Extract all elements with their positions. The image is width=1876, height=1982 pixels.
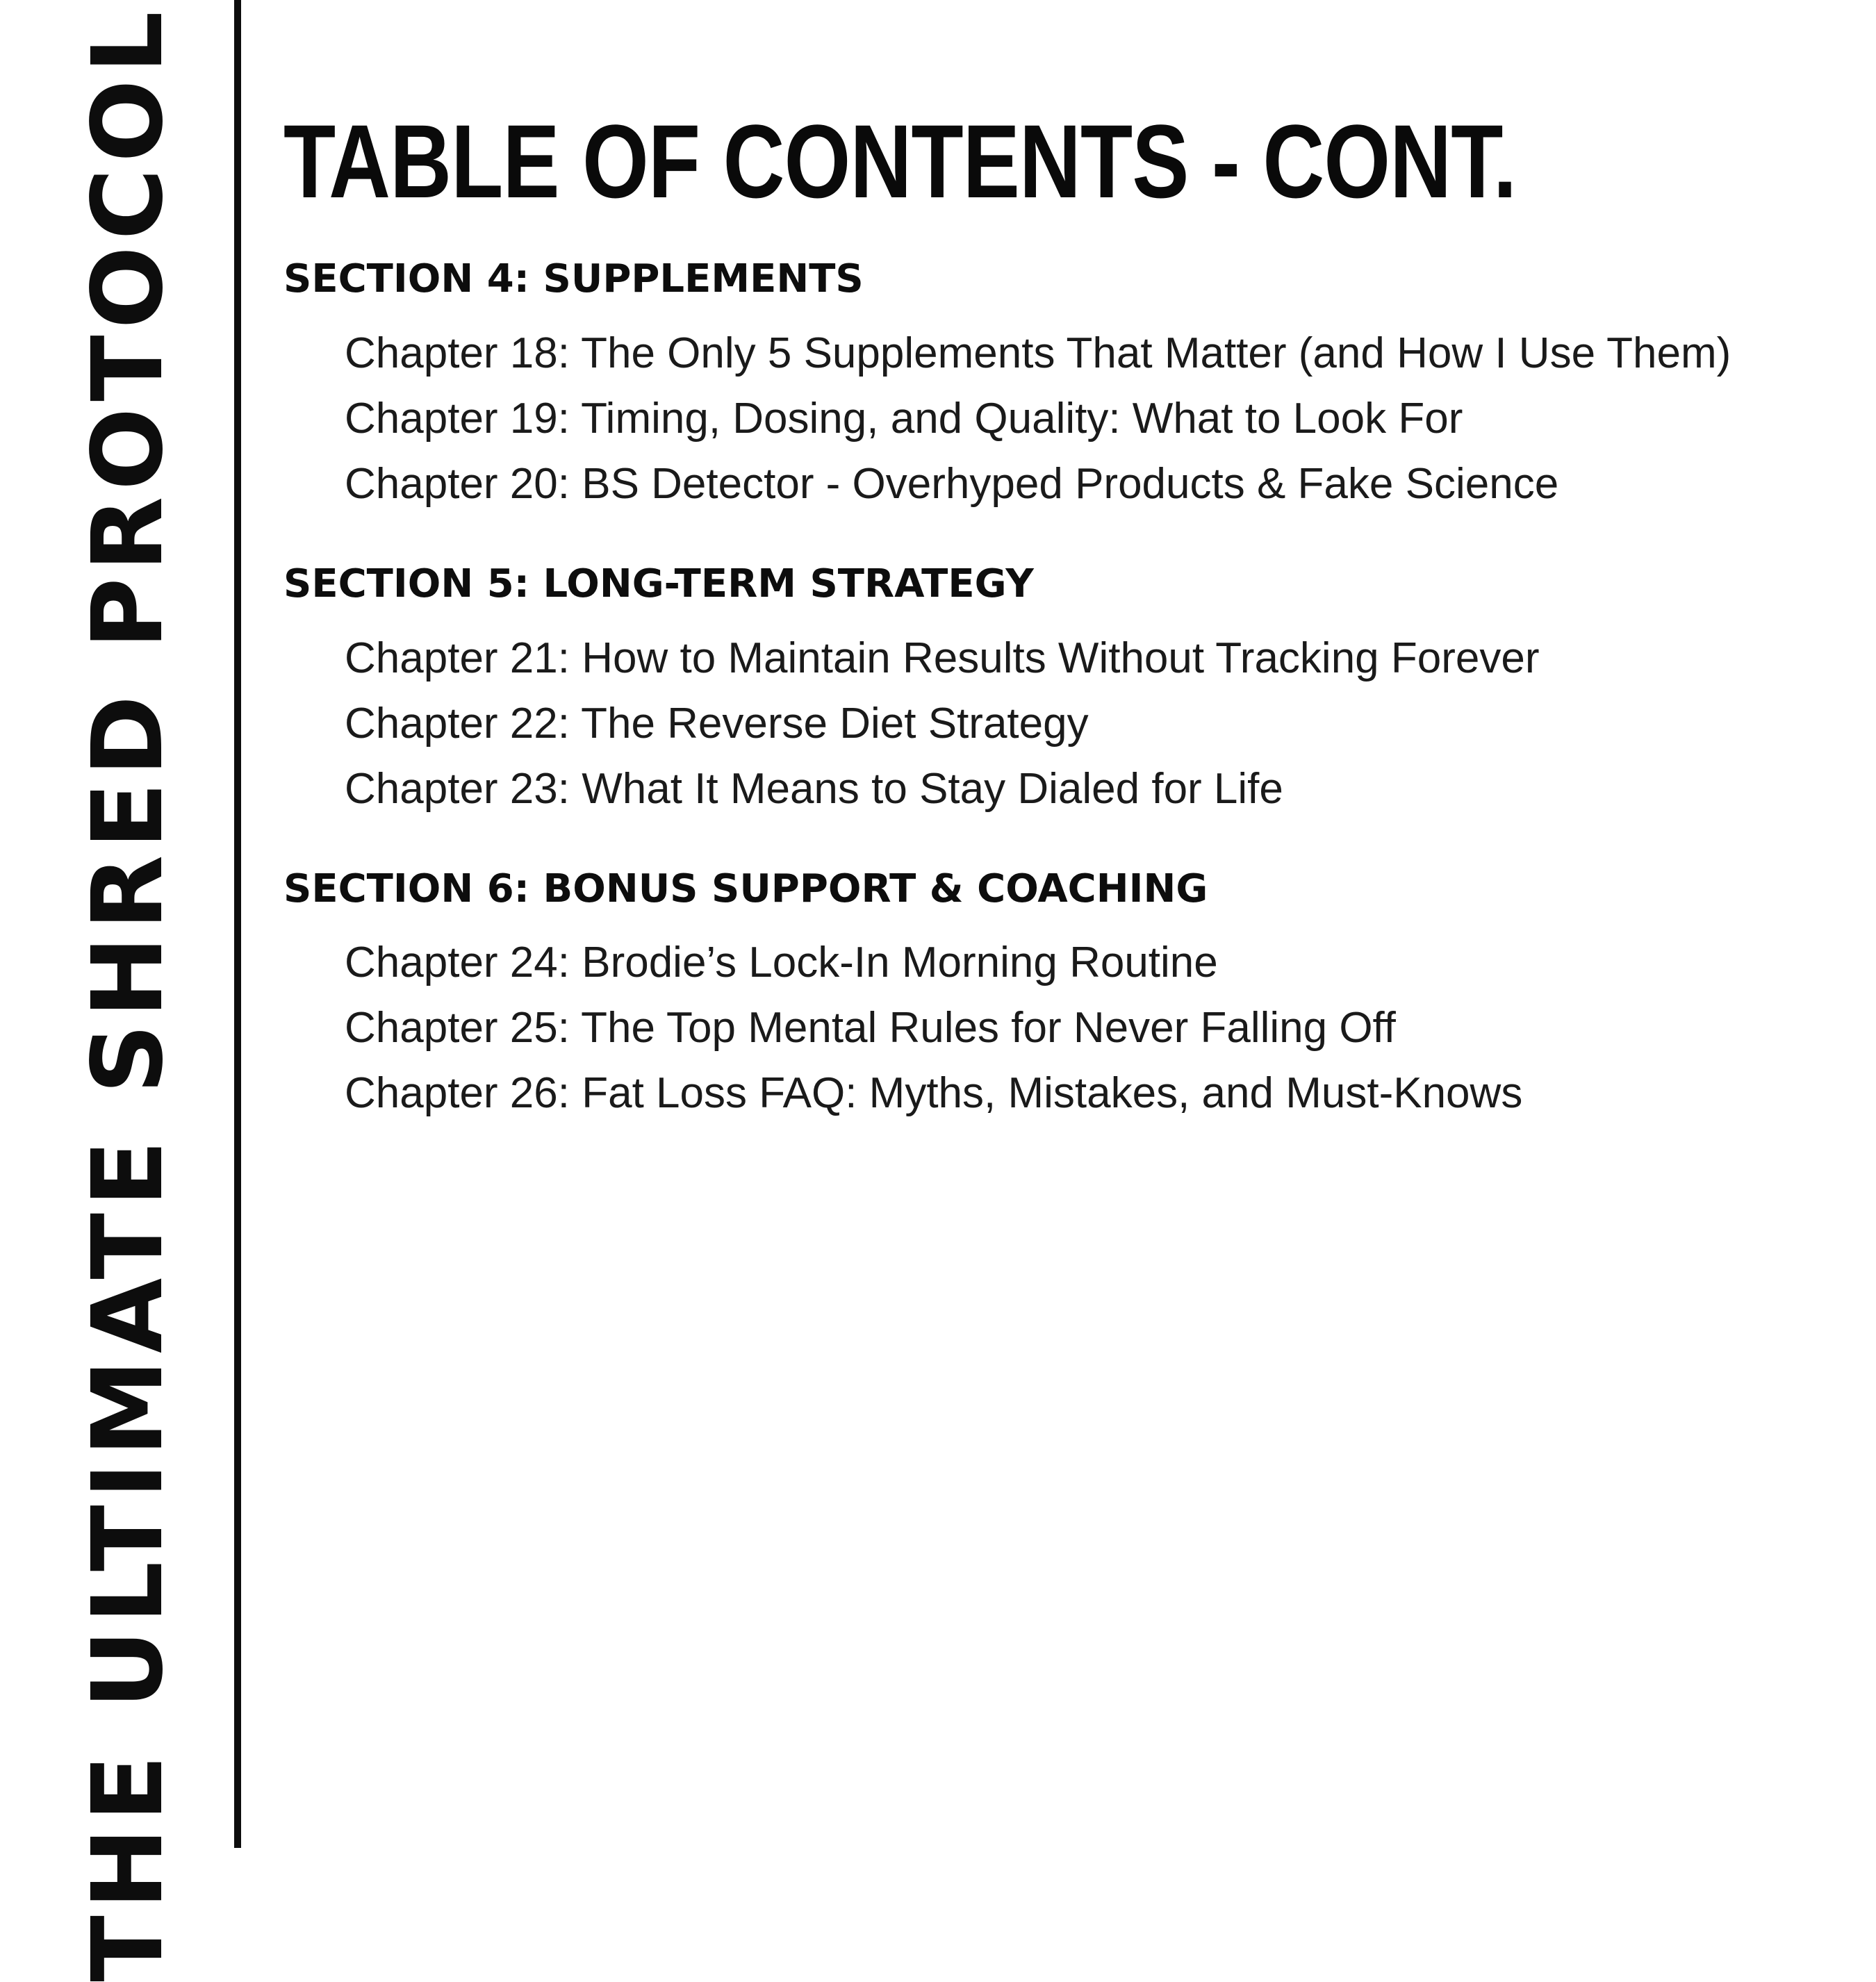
chapter-item: Chapter 22: The Reverse Diet Strategy xyxy=(345,699,1089,748)
chapter-list xyxy=(283,930,1840,1126)
section-4 xyxy=(283,256,1840,517)
chapter-item: Chapter 21: How to Maintain Results Without Tracking Forever xyxy=(345,634,1540,682)
chapter-item: Chapter 26: Fat Loss FAQ: Myths, Mistakes, and Must-Knows xyxy=(345,1069,1523,1118)
table-of-contents xyxy=(283,104,1840,1173)
chapter-item: Chapter 24: Brodie’s Lock-In Morning Routine xyxy=(345,939,1218,987)
chapter-list xyxy=(283,321,1840,517)
vertical-divider xyxy=(234,0,241,1848)
chapter-item: Chapter 18: The Only 5 Supplements That Matter (and How I Use Them) xyxy=(345,329,1731,377)
section-heading: SECTION 5: LONG-TERM STRATEGY xyxy=(283,561,1034,606)
section-heading: SECTION 4: SUPPLEMENTS xyxy=(283,256,864,302)
section-5 xyxy=(283,561,1840,822)
page-title: TABLE OF CONTENTS - CONT. xyxy=(283,103,1517,220)
chapter-item: Chapter 20: BS Detector - Overhyped Products & Fake Science xyxy=(345,459,1559,508)
spine xyxy=(0,0,229,1982)
chapter-item: Chapter 23: What It Means to Stay Dialed for Life xyxy=(345,764,1283,813)
chapter-list xyxy=(283,626,1840,822)
chapter-item: Chapter 19: Timing, Dosing, and Quality: What to Look For xyxy=(345,394,1463,443)
section-heading: SECTION 6: BONUS SUPPORT & COACHING xyxy=(283,866,1208,911)
section-6 xyxy=(283,866,1840,1127)
spine-title: THE ULTIMATE SHRED PROTOCOL xyxy=(72,5,185,1982)
chapter-item: Chapter 25: The Top Mental Rules for Never Falling Off xyxy=(345,1004,1396,1052)
